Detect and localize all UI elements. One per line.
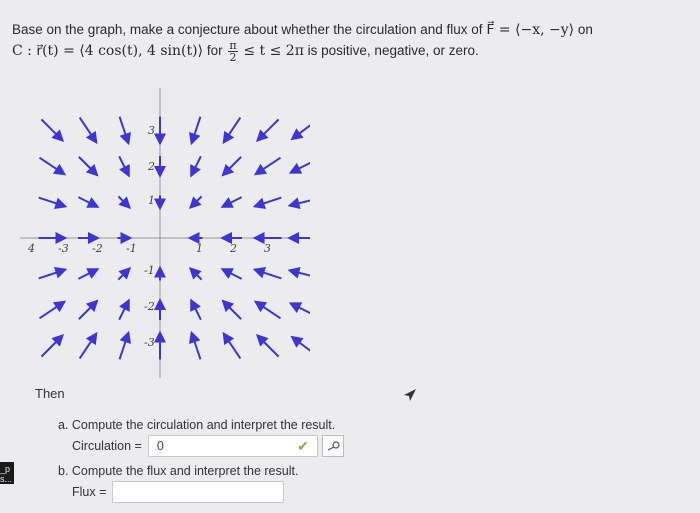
field-arrow [224,334,241,359]
field-arrow [292,337,310,355]
x-tick-label: 1 [196,242,203,255]
x-tick-label: -1 [126,242,137,255]
field-arrow [119,156,129,175]
field-arrow [191,156,201,175]
field-arrow [222,269,241,279]
question-intro: Base on the graph, make a conjecture about whether the circulation and flux of [12,22,483,37]
side-badge-line2: s... [0,474,13,484]
x-tick-label: 3 [264,242,271,255]
y-tick-label: -1 [144,264,155,277]
field-arrow [79,301,97,319]
field-arrow [223,301,241,319]
field-arrow [257,119,278,140]
field-arrow [292,121,310,139]
field-arrow [39,198,66,207]
field-arrow [80,118,97,143]
key-icon[interactable] [322,435,344,457]
side-badge-line1: _p [0,464,11,474]
field-arrow [79,157,97,175]
question-text [12,20,692,63]
field-arrow [291,159,310,172]
field-arrow [257,335,278,356]
curve-expression: C : r⃗(t) = ⟨4 cos(t), 4 sin(t)⟩ [12,43,204,60]
field-arrow [78,269,97,279]
parameter-range: ≤ t ≤ 2π [243,43,304,60]
circulation-row [72,434,344,458]
x-tick-label: 2 [230,242,237,255]
field-arrow [40,302,65,319]
part-a-title: a. Compute the circulation and interpret the result. [58,418,336,432]
x-tick-label: 4 [28,242,35,255]
field-arrow [118,196,129,207]
field-arrow [41,335,62,356]
part-b-title: b. Compute the flux and interpret the result. [58,464,299,478]
flux-row [72,480,344,504]
vector-field-plot [20,88,310,378]
field-arrow [40,158,65,175]
field-arrow [223,157,241,175]
field-arrow [191,300,201,319]
answer-parts [58,416,344,504]
field-arrow [256,302,281,319]
field-arrow [192,333,201,360]
field-arrow [41,119,62,140]
question-line-1 [12,20,692,40]
check-icon: ✔ [297,438,309,454]
x-tick-label: -2 [92,242,103,255]
fraction-numerator: π [229,39,237,52]
vector-field-svg [20,88,310,378]
question-ending: is positive, negative, or zero. [307,43,479,59]
field-arrow [78,197,97,207]
then-label: Then [35,386,65,401]
side-badge[interactable] [0,462,14,484]
field-arrow [255,198,282,207]
mouse-cursor-icon [404,388,416,406]
pi-over-two-fraction [228,40,237,63]
question-on: on [577,22,593,37]
field-arrow [289,270,310,277]
y-tick-label: 3 [148,124,155,137]
x-tick-label: -3 [58,242,69,255]
field-arrow [289,198,310,205]
y-tick-label: 2 [148,160,155,173]
field-arrow [222,197,241,207]
field-arrow [120,117,129,144]
field-arrow [190,196,201,207]
field-arrow [255,270,282,279]
flux-input[interactable] [112,481,284,503]
for-text: for [206,43,223,59]
field-arrow [39,270,66,279]
question-line-2 [12,40,692,63]
axis-tick-labels [27,124,271,349]
field-arrow [256,158,281,175]
y-tick-label: -3 [144,336,155,349]
field-arrow [190,268,201,279]
y-tick-label: -2 [144,300,155,313]
vector-field-expression: F⃗ = ⟨−x, −y⟩ [486,22,575,38]
circulation-label: Circulation = [72,439,142,453]
field-arrow [118,268,129,279]
y-tick-label: 1 [148,194,155,207]
field-arrow [119,300,129,319]
field-arrow [80,334,97,359]
field-arrow [291,303,310,316]
flux-label: Flux = [72,485,107,499]
circulation-input[interactable] [148,435,318,457]
field-arrow [192,117,201,144]
field-arrow [224,118,241,143]
fraction-denominator: 2 [229,51,237,64]
field-arrow [120,333,129,360]
circulation-value: 0 [156,439,164,453]
